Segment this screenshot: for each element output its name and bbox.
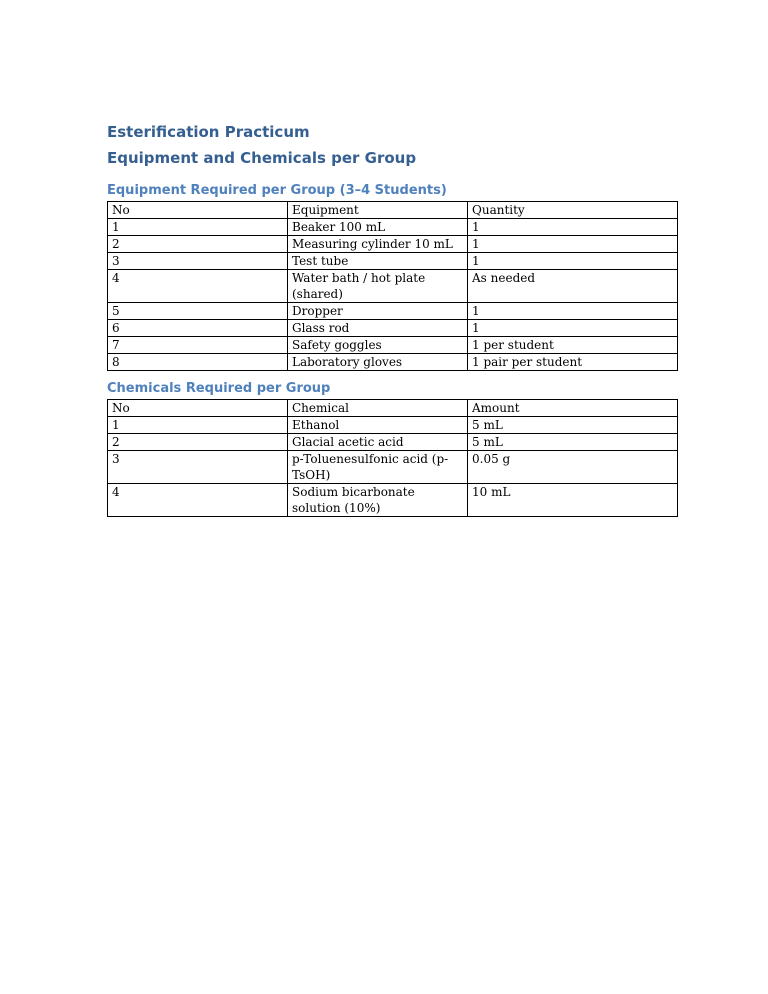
table-header-row — [108, 400, 678, 417]
table-row — [108, 320, 678, 337]
document-title: Esterification Practicum — [107, 123, 310, 141]
equipment-quantity: As needed — [468, 270, 678, 303]
row-number: 3 — [108, 253, 288, 270]
equipment-name: Glass rod — [288, 320, 468, 337]
row-number: 1 — [108, 417, 288, 434]
chemical-amount: 5 mL — [468, 434, 678, 451]
row-number: 3 — [108, 451, 288, 484]
equipment-name: Water bath / hot plate (shared) — [288, 270, 468, 303]
chemical-name: Sodium bicarbonate solution (10%) — [288, 484, 468, 517]
table-row — [108, 236, 678, 253]
equipment-quantity: 1 — [468, 236, 678, 253]
table-row — [108, 417, 678, 434]
table-row — [108, 484, 678, 517]
chemical-amount: 5 mL — [468, 417, 678, 434]
chemical-name: p-Toluenesulfonic acid (p-TsOH) — [288, 451, 468, 484]
chemical-name: Glacial acetic acid — [288, 434, 468, 451]
table-row — [108, 337, 678, 354]
row-number: 6 — [108, 320, 288, 337]
row-number: 1 — [108, 219, 288, 236]
equipment-quantity: 1 — [468, 320, 678, 337]
chemicals-heading: Chemicals Required per Group — [107, 381, 331, 396]
row-number: 4 — [108, 270, 288, 303]
row-number: 8 — [108, 354, 288, 371]
column-header-chemical: Chemical — [288, 400, 468, 417]
equipment-quantity: 1 — [468, 303, 678, 320]
equipment-name: Dropper — [288, 303, 468, 320]
equipment-name: Measuring cylinder 10 mL — [288, 236, 468, 253]
equipment-quantity: 1 per student — [468, 337, 678, 354]
table-header-row — [108, 202, 678, 219]
row-number: 5 — [108, 303, 288, 320]
column-header-equipment: Equipment — [288, 202, 468, 219]
table-row — [108, 270, 678, 303]
column-header-no: No — [108, 202, 288, 219]
equipment-name: Laboratory gloves — [288, 354, 468, 371]
chemical-name: Ethanol — [288, 417, 468, 434]
column-header-quantity: Quantity — [468, 202, 678, 219]
row-number: 7 — [108, 337, 288, 354]
document-subtitle: Equipment and Chemicals per Group — [107, 149, 417, 167]
chemicals-table — [107, 399, 678, 517]
row-number: 2 — [108, 236, 288, 253]
column-header-amount: Amount — [468, 400, 678, 417]
equipment-table — [107, 201, 678, 371]
equipment-quantity: 1 — [468, 253, 678, 270]
column-header-no: No — [108, 400, 288, 417]
equipment-name: Safety goggles — [288, 337, 468, 354]
chemical-amount: 0.05 g — [468, 451, 678, 484]
table-row — [108, 451, 678, 484]
equipment-name: Test tube — [288, 253, 468, 270]
row-number: 4 — [108, 484, 288, 517]
table-row — [108, 253, 678, 270]
document-page — [107, 118, 677, 517]
chemical-amount: 10 mL — [468, 484, 678, 517]
row-number: 2 — [108, 434, 288, 451]
equipment-quantity: 1 pair per student — [468, 354, 678, 371]
table-row — [108, 354, 678, 371]
table-row — [108, 219, 678, 236]
table-row — [108, 303, 678, 320]
equipment-heading: Equipment Required per Group (3–4 Students) — [107, 183, 447, 198]
equipment-name: Beaker 100 mL — [288, 219, 468, 236]
table-row — [108, 434, 678, 451]
equipment-quantity: 1 — [468, 219, 678, 236]
